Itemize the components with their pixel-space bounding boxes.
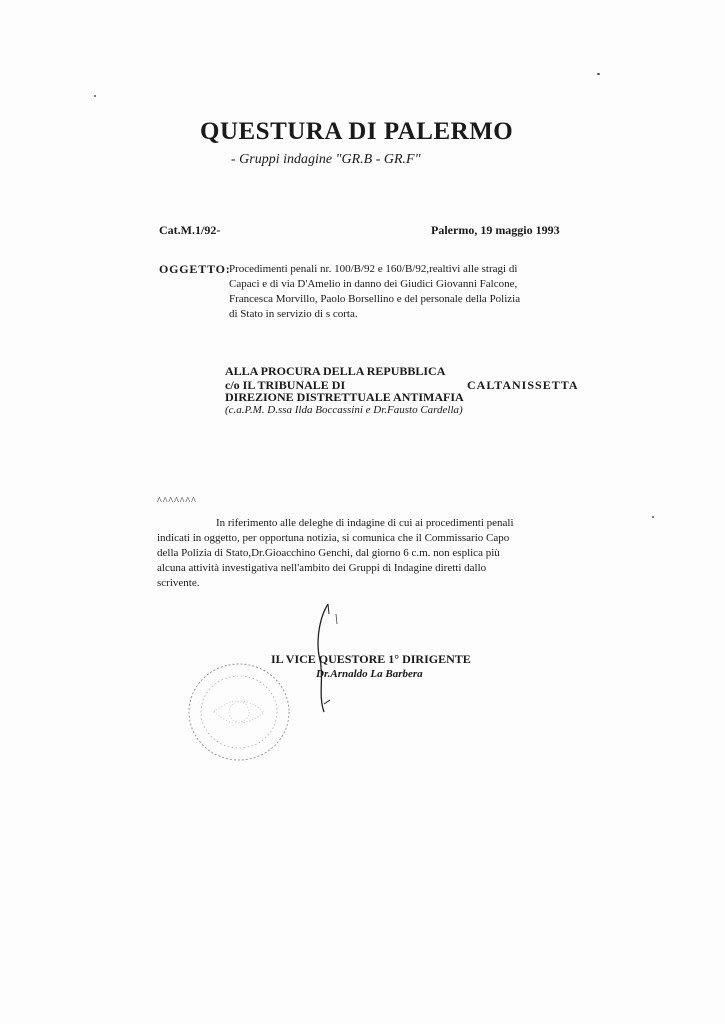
signatory-name: Dr.Arnaldo La Barbera — [316, 668, 423, 680]
scan-speck — [597, 73, 600, 75]
addressee-city: CALTANISSETTA — [467, 378, 579, 392]
separator-marks: ^^^^^^^ — [157, 496, 197, 507]
signatory-title: IL VICE QUESTORE 1° DIRIGENTE — [271, 652, 471, 666]
body-line: indicati in oggetto, per opportuna notizia, si comunica che il Commissario Capo — [157, 532, 510, 544]
subject-line: Francesca Morvillo, Paolo Borsellino e del personale della Polizia — [229, 293, 521, 305]
subject-label: OGGETTO: — [159, 262, 231, 276]
subject-line: di Stato in servizio di s corta. — [229, 308, 358, 320]
subject-line: Procedimenti penali nr. 100/B/92 e 160/B/92,realtivi alle stragi di — [229, 263, 518, 275]
body-line: alcuna attività investigativa nell'ambito dei Gruppi di Indagine diretti dallo — [157, 562, 487, 574]
page-subtitle: - Gruppi indagine "GR.B - GR.F" — [231, 152, 421, 167]
body-line: scrivente. — [157, 577, 200, 589]
scan-speck — [94, 95, 96, 97]
document-date: Palermo, 19 maggio 1993 — [431, 223, 560, 237]
category-reference: Cat.M.1/92- — [159, 223, 221, 237]
addressee-line: DIREZIONE DISTRETTUALE ANTIMAFIA — [225, 390, 464, 404]
addressee-attention: (c.a.P.M. D.ssa Ilda Boccassini e Dr.Fausto Cardella) — [225, 404, 463, 416]
body-line: In riferimento alle deleghe di indagine di cui ai procedimenti penali — [216, 517, 514, 529]
addressee-line: c/o IL TRIBUNALE DI — [225, 378, 346, 392]
body-line: della Polizia di Stato,Dr.Gioacchino Genchi, dal giorno 6 c.m. non esplica più — [157, 547, 500, 559]
official-seal-icon — [184, 660, 294, 765]
addressee-line: ALLA PROCURA DELLA REPUBBLICA — [225, 364, 446, 378]
scan-speck — [652, 516, 654, 518]
subject-line: Capaci e di via D'Amelio in danno dei Giudici Giovanni Falcone, — [229, 278, 518, 290]
page-title: QUESTURA DI PALERMO — [200, 118, 514, 145]
